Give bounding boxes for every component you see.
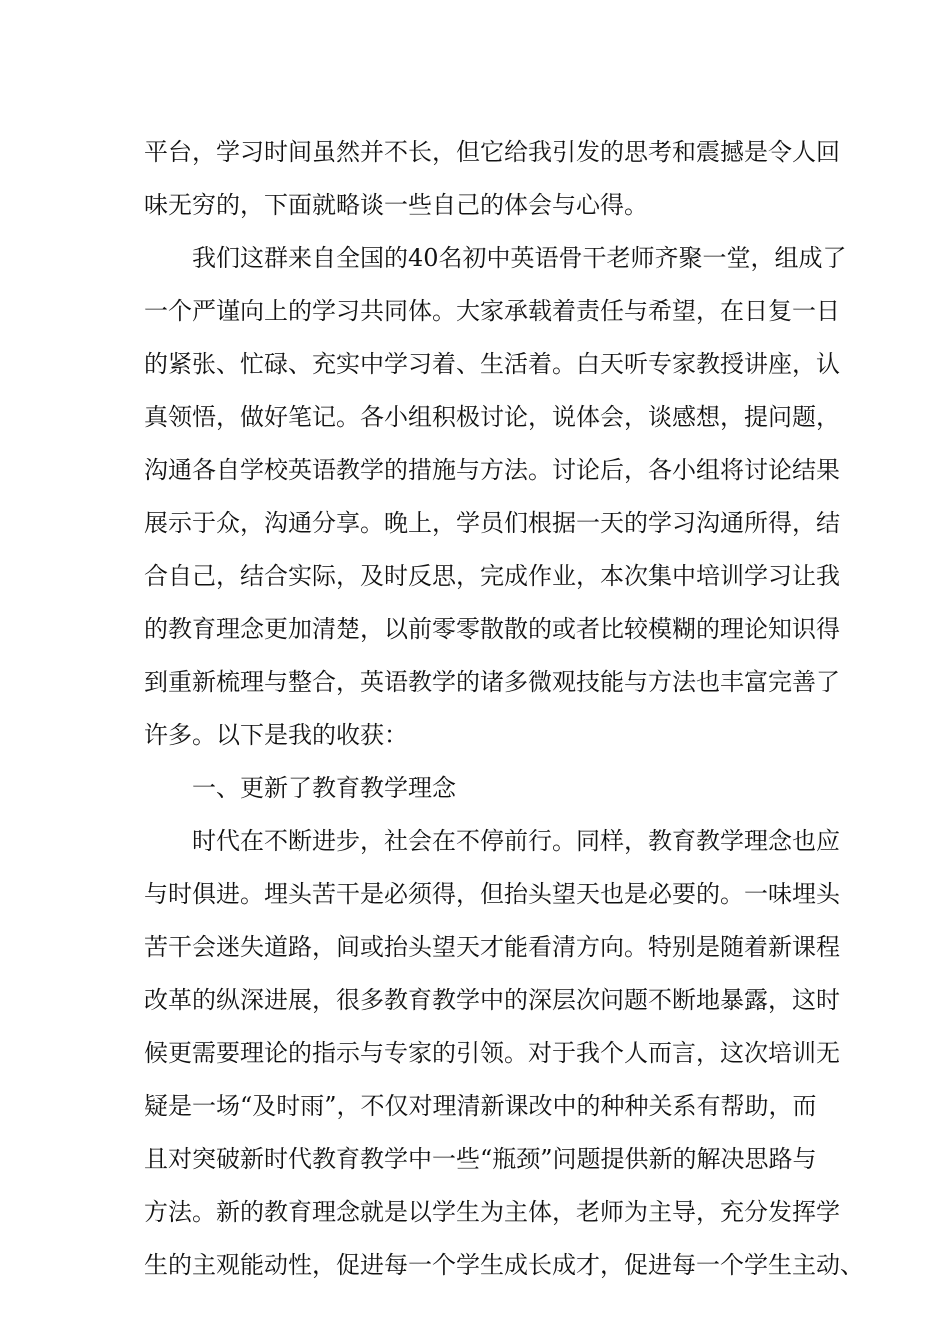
text-line: 真领悟，做好笔记。各小组积极讨论，说体会，谈感想，提问题， [144, 403, 840, 431]
text-line: 的紧张、忙碌、充实中学习着、生活着。白天听专家教授讲座，认 [144, 350, 840, 378]
section-heading: 一、更新了教育教学理念 [192, 774, 456, 802]
text-line: 我们这群来自全国的40名初中英语骨干老师齐聚一堂，组成了 [192, 244, 847, 272]
document-body [144, 126, 864, 1292]
text-line: 合自己，结合实际，及时反思，完成作业，本次集中培训学习让我 [144, 562, 840, 590]
text-line: 候更需要理论的指示与专家的引领。对于我个人而言，这次培训无 [144, 1039, 840, 1067]
text-line: 改革的纵深进展，很多教育教学中的深层次问题不断地暴露，这时 [144, 986, 840, 1014]
text-line: 一个严谨向上的学习共同体。大家承载着责任与希望，在日复一日 [144, 297, 840, 325]
text-line: 生的主观能动性，促进每一个学生成长成才，促进每一个学生主动、 [144, 1251, 864, 1279]
text-line: 味无穷的，下面就略谈一些自己的体会与心得。 [144, 191, 648, 219]
text-line: 时代在不断进步，社会在不停前行。同样，教育教学理念也应 [192, 827, 840, 855]
text-line: 苦干会迷失道路，间或抬头望天才能看清方向。特别是随着新课程 [144, 933, 840, 961]
text-line: 疑是一场“及时雨”，不仅对理清新课改中的种种关系有帮助，而 [144, 1092, 817, 1120]
text-line: 到重新梳理与整合，英语教学的诸多微观技能与方法也丰富完善了 [144, 668, 840, 696]
text-line: 平台，学习时间虽然并不长，但它给我引发的思考和震撼是令人回 [144, 138, 840, 166]
text-line: 的教育理念更加清楚，以前零零散散的或者比较模糊的理论知识得 [144, 615, 840, 643]
text-line: 展示于众，沟通分享。晚上，学员们根据一天的学习沟通所得，结 [144, 509, 840, 537]
text-line: 沟通各自学校英语教学的措施与方法。讨论后，各小组将讨论结果 [144, 456, 840, 484]
text-line: 与时俱进。埋头苦干是必须得，但抬头望天也是必要的。一味埋头 [144, 880, 840, 908]
text-line: 方法。新的教育理念就是以学生为主体，老师为主导，充分发挥学 [144, 1198, 840, 1226]
text-line: 许多。以下是我的收获： [144, 721, 408, 749]
text-line: 且对突破新时代教育教学中一些“瓶颈”问题提供新的解决思路与 [144, 1145, 817, 1173]
